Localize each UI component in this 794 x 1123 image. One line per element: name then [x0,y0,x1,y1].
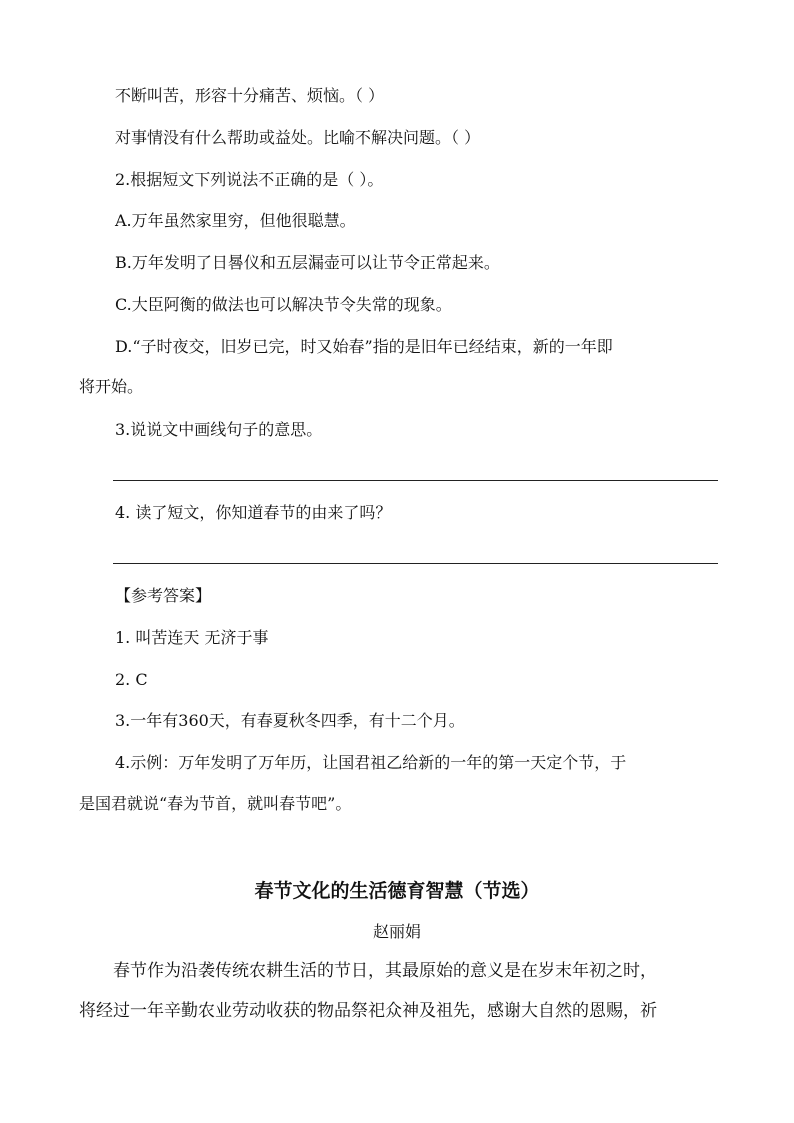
q2-option-d-line1: D.“子时夜交，旧岁已完，时又始春”指的是旧年已经结束，新的一年即 [115,337,613,356]
article-paragraph-line1: 春节作为沿袭传统农耕生活的节日，其最原始的意义是在岁末年初之时， [113,961,657,981]
answer-1: 1. 叫苦连天 无济于事 [115,628,269,647]
q3-stem: 3.说说文中画线句子的意思。 [115,420,323,439]
q2-option-d-line2: 将开始。 [79,377,144,396]
answer-3: 3.一年有360天，有春夏秋冬四季，有十二个月。 [115,711,465,730]
q4-answer-line [113,563,718,564]
q2-option-c: C.大臣阿衡的做法也可以解决节令失常的现象。 [115,295,452,314]
answer-2: 2. C [115,670,148,689]
q2-option-a: A.万年虽然家里穷，但他很聪慧。 [115,211,356,230]
q4-stem: 4. 读了短文，你知道春节的由来了吗？ [115,503,392,522]
q1-definition-1: 不断叫苦，形容十分痛苦、烦恼。（ ） [115,86,385,105]
article-author: 赵丽娟 [372,922,421,941]
answer-4-line2: 是国君就说“春为节首，就叫春节吧”。 [79,794,352,813]
answer-heading: 【参考答案】 [115,586,212,605]
answer-4-line1: 4.示例：万年发明了万年历，让国君祖乙给新的一年的第一天定个节，于 [115,753,627,772]
q3-answer-line [113,480,718,481]
article-paragraph-line2: 将经过一年辛勤农业劳动收获的物品祭祀众神及祖先，感谢大自然的恩赐，祈 [79,1001,657,1021]
q2-option-b: B.万年发明了日晷仪和五层漏壶可以让节令正常起来。 [115,253,500,272]
q2-stem: 2.根据短文下列说法不正确的是（ ）。 [115,170,384,189]
article-title: 春节文化的生活德育智慧（节选） [254,880,540,902]
q1-definition-2: 对事情没有什么帮助或益处。比喻不解决问题。（ ） [115,128,481,147]
